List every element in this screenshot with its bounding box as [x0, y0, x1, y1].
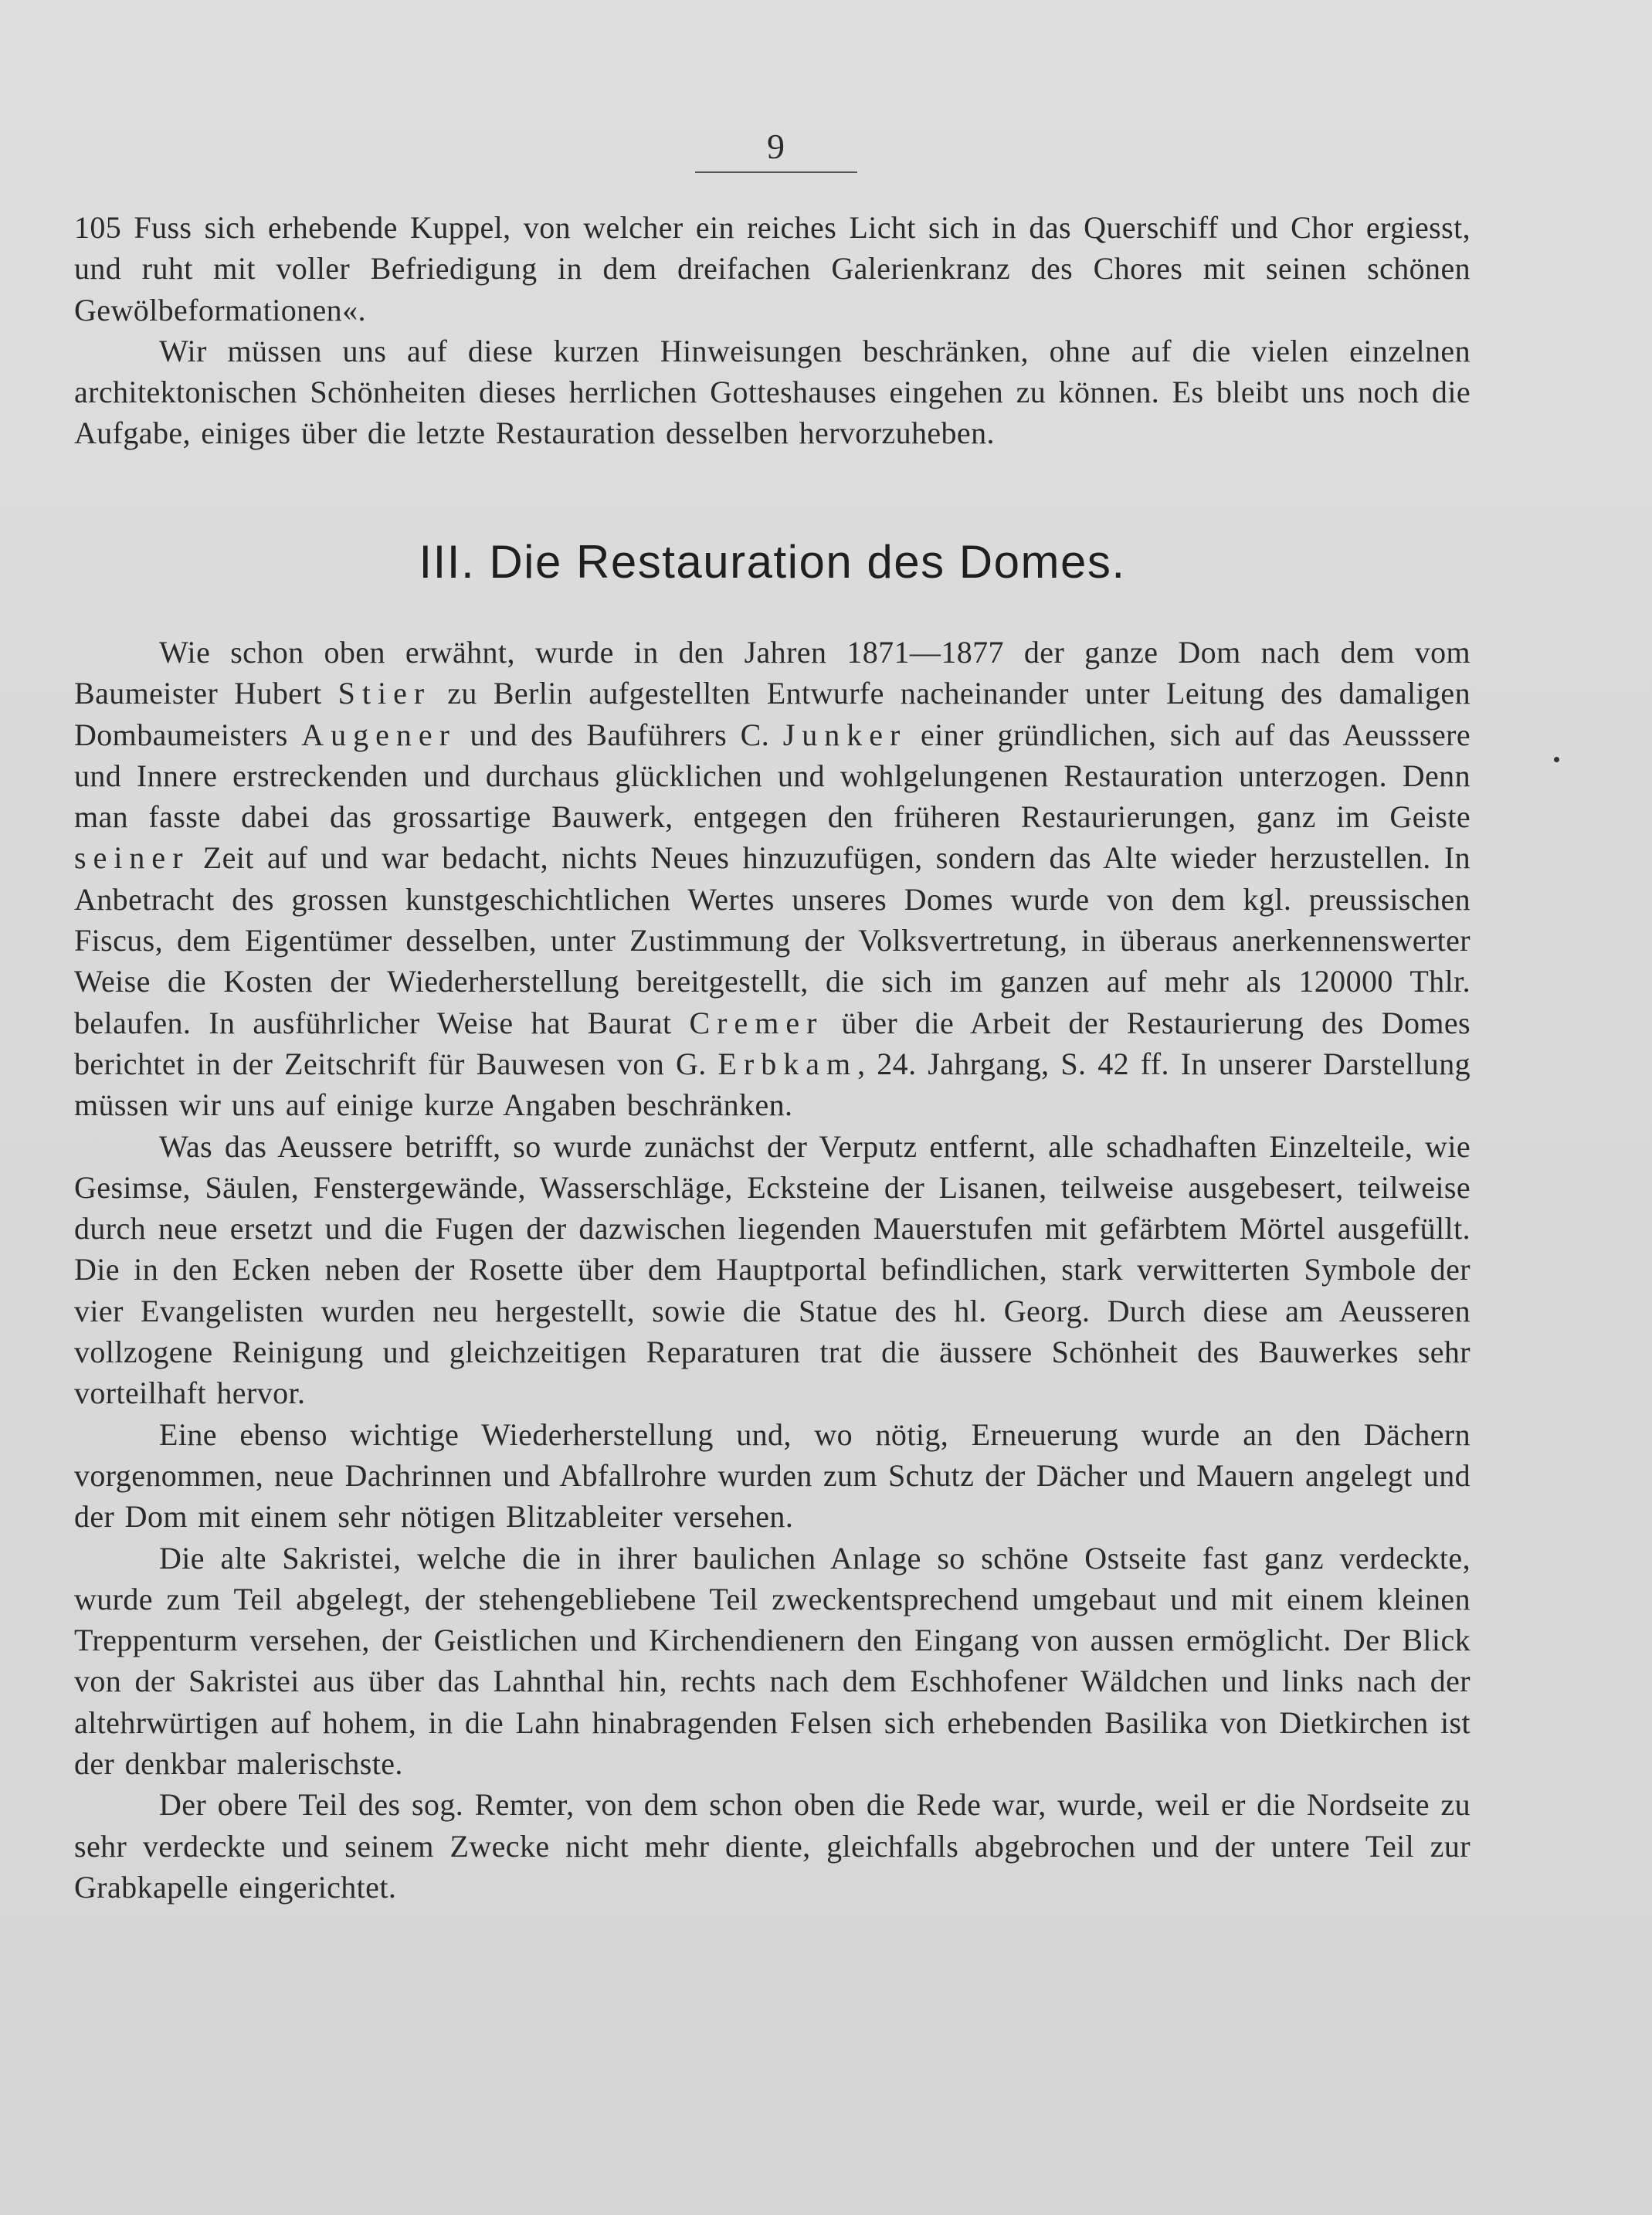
- page-number-rule: [695, 171, 857, 173]
- paragraph-5: Eine ebenso wichtige Wiederherstellung und, wo nötig, Erneuerung wurde an den Dächern vorgenommen, neue Dachrinnen und Abfallrohre wurden zum Schutz der Dächer und Mauern angelegt und der Dom mit einem sehr nötigen Blitzableiter versehen.: [74, 1416, 1471, 1535]
- section-body: [74, 632, 1471, 1908]
- paragraph-6: Die alte Sakristei, welche die in ihrer baulichen Anlage so schöne Ostseite fast ganz verdeckte, wurde zum Teil abgelegt, der stehengebliebene Teil zweckentsprechend umgebaut und mit einem kleinen Treppenturm versehen, der Geistlichen und Kirchendienern den Eingang von aussen ermöglicht. Der Blick von der Sakristei aus über das Lahnthal hin, rechts nach dem Eschhofener Wäldchen und links nach der altehrwürtigen auf hohem, in die Lahn hinabragenden Felsen sich erhebenden Basilika von Dietkirchen ist der denkbar malerischste.: [74, 1540, 1471, 1782]
- paragraph-3-part-d: einer gründlichen, sich auf das Aeusssere und Innere erstreckenden und durchaus glücklichen und wohlgelungenen Restauration unterzogen. Denn man fasste dabei das grossartige Bauwerk, entgegen den früheren Restaurierungen, ganz im Geiste: [74, 717, 1471, 835]
- opening-text: [74, 207, 1471, 454]
- name-cremer: Cremer: [689, 1005, 824, 1040]
- name-stier: Stier: [338, 676, 432, 711]
- paragraph-7: Der obere Teil des sog. Remter, von dem schon oben die Rede war, wurde, weil er die Nordseite zu sehr verdeckte und seinem Zwecke nicht mehr diente, gleichfalls abgebrochen und der untere Teil zur Grabkapelle eingerichtet.: [74, 1787, 1471, 1905]
- paragraph-3-part-c: und des Bauführers C.: [456, 717, 783, 752]
- paragraph-3-part-f: über die Arbeit der Restaurierung des Domes berichtet in der Zeitschrift für Bauwesen von G.: [74, 1005, 1471, 1081]
- paragraph-3-part-a: Wie schon oben erwähnt, wurde in den Jahren 1871—1877 der ganze Dom nach dem vom Baumeister Hubert: [74, 635, 1471, 711]
- paragraph-3-part-g: , 24. Jahrgang, S. 42 ff. In unserer Darstellung müssen wir uns auf einige kurze Angaben beschränken.: [74, 1046, 1471, 1123]
- paragraph-1: 105 Fuss sich erhebende Kuppel, von welcher ein reiches Licht sich in das Querschiff und Chor ergiesst, und ruht mit voller Befriedigung in dem dreifachen Galerienkranz des Chores mit seinen schönen Gewölbeformationen«.: [74, 210, 1471, 327]
- paragraph-3: [74, 632, 1471, 1126]
- name-augener: Augener: [301, 717, 456, 752]
- paragraph-4: Was das Aeussere betrifft, so wurde zunächst der Verputz entfernt, alle schadhaften Einzelteile, wie Gesimse, Säulen, Fenstergewände, Wasserschläge, Ecksteine der Lisanen, teilweise ausgebesert, teilweise durch neue ersetzt und die Fugen der dazwischen liegenden Mauerstufen mit gefärbtem Mörtel ausgefüllt. Die in den Ecken neben der Rosette über dem Hauptportal befindlichen, stark verwitterten Symbole der vier Evangelisten wurden neu hergestellt, sowie die Statue des hl. Georg. Durch diese am Aeusseren vollzogene Reinigung und gleichzeitigen Reparaturen trat die äussere Schönheit des Bauwerkes sehr vorteilhaft hervor.: [74, 1128, 1471, 1411]
- page-number: 9: [767, 127, 785, 166]
- section-heading: III. Die Restauration des Domes.: [419, 536, 1126, 588]
- name-erbkam: Erbkam: [717, 1046, 858, 1081]
- paper-speck: [1554, 757, 1559, 762]
- paragraph-2: Wir müssen uns auf diese kurzen Hinweisungen beschränken, ohne auf die vielen einzelnen architektonischen Schönheiten dieses herrlichen Gotteshauses eingehen zu können. Es bleibt uns noch die Aufgabe, einiges über die letzte Restauration desselben hervorzuheben.: [74, 333, 1471, 451]
- paragraph-3-part-b: zu Berlin aufgestellten Entwurfe nacheinander unter Leitung des damaligen Dombaumeisters: [74, 676, 1471, 752]
- word-seiner: seiner: [74, 840, 190, 876]
- paragraph-3-part-e: Zeit auf und war bedacht, nichts Neues hinzuzufügen, sondern das Alte wieder herzustellen. In Anbetracht des grossen kunstgeschichtlichen Wertes unseres Domes wurde von dem kgl. preussischen Fiscus, dem Eigentümer desselben, unter Zustimmung der Volksvertretung, in überaus anerkennenswerter Weise die Kosten der Wiederherstellung bereitgestellt, die sich im ganzen auf mehr als 120000 Thlr. belaufen. In ausführlicher Weise hat Baurat: [74, 840, 1471, 1040]
- name-junker: Junker: [782, 717, 907, 752]
